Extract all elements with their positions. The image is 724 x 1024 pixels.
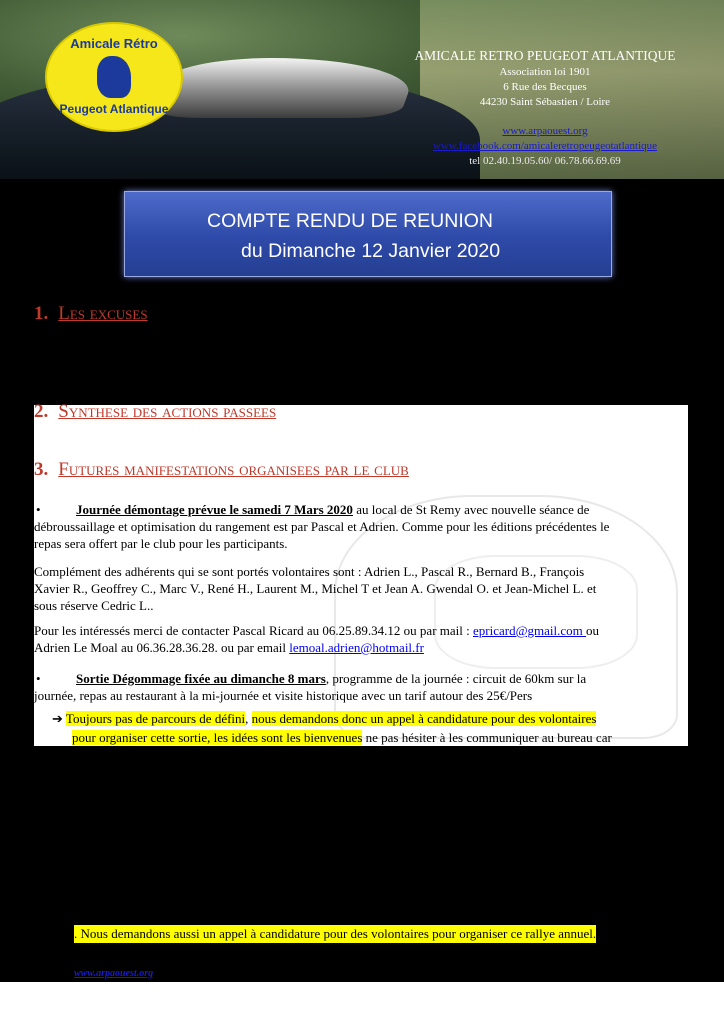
- lion-icon: [97, 56, 131, 98]
- arrow-icon: ➔: [52, 711, 63, 726]
- highlight-idees: pour organiser cette sortie, les idées sont les bienvenues: [72, 730, 363, 745]
- phone-numbers: tel 02.40.19.05.60/ 06.78.66.69.69: [469, 155, 621, 167]
- section-heading-excuses: [34, 303, 148, 325]
- section-heading-futures: [34, 459, 409, 481]
- volunteers-line2: Xavier R., Geoffrey C., Marc V., René H., Laurent M., Michel T et Jean A. Gwendal O. et Jean-Michel L. et: [34, 581, 597, 596]
- contact-paragraph: [34, 622, 688, 656]
- bullet: •: [36, 502, 41, 517]
- bullet: •: [36, 671, 41, 686]
- footer-bar: [0, 982, 724, 1024]
- website-link[interactable]: www.arpaouest.org: [502, 125, 588, 137]
- section-number: 2.: [34, 401, 49, 422]
- item-sortie-line2: journée, repas au restaurant à la mi-journée et visite historique avec un tarif autour des 25€/Pers: [34, 688, 533, 703]
- address-line2: 44230 Saint Sébastien / Loire: [479, 96, 611, 108]
- section-number: 1.: [34, 303, 49, 324]
- section-heading-synthese: [34, 401, 276, 423]
- association-name: AMICALE RETRO PEUGEOT ATLANTIQUE: [414, 48, 676, 63]
- address-line1: 6 Rue des Becques: [503, 81, 587, 93]
- item-demontage-text: au local de St Remy avec nouvelle séance de: [352, 502, 590, 517]
- club-logo: [45, 22, 183, 132]
- volunteers-line1: Complément des adhérents qui se sont portés volontaires sont : Adrien L., Pascal R., Bernard B., François: [34, 564, 585, 579]
- email-link-pascal[interactable]: epricard@gmail.com: [473, 623, 587, 638]
- rallye-note: . Nous demandons aussi un appel à candidature pour des volontaires pour organiser ce rallye annuel.: [74, 926, 597, 941]
- logo-bottom-text: Peugeot Atlantique: [59, 102, 169, 116]
- facebook-link[interactable]: www.facebook.com/amicaleretropeugeotatlantique: [432, 140, 658, 152]
- item-demontage-line3: repas sera offert par le club pour les participants.: [34, 536, 288, 551]
- content-panel: [34, 405, 688, 746]
- section-title: Les excuses: [58, 303, 148, 324]
- report-date: du Dimanche 12 Janvier 2020: [241, 240, 501, 262]
- item-demontage-line2: débroussaillage et optimisation du rangement est par Pascal et Adrien. Comme pour les éditions précédentes le: [34, 519, 610, 534]
- volunteers-paragraph: [34, 563, 688, 614]
- arrow-note-rest: ne pas hésiter à les communiquer au bureau car: [362, 730, 612, 745]
- report-title: COMPTE RENDU DE REUNION: [207, 210, 494, 232]
- contact-text1b: ou: [586, 623, 600, 638]
- section-title: Synthese des actions passees: [58, 401, 277, 422]
- section-number: 3.: [34, 459, 49, 480]
- report-title-box: [124, 191, 612, 277]
- item-sortie-text: , programme de la journée : circuit de 60km sur la: [325, 671, 587, 686]
- item-demontage: [34, 501, 688, 552]
- header-banner: [0, 0, 724, 179]
- arrow-note: [52, 709, 688, 746]
- separator: ,: [245, 711, 252, 726]
- contact-text1: Pour les intéressés merci de contacter Pascal Ricard au 06.25.89.34.12 ou par mail :: [34, 623, 473, 638]
- highlight-parcours: Toujours pas de parcours de défini: [65, 711, 246, 726]
- association-info: [395, 48, 695, 169]
- logo-top-text: Amicale Rétro: [70, 36, 158, 51]
- email-link-adrien[interactable]: lemoal.adrien@hotmail.fr: [289, 640, 424, 655]
- item-demontage-title: Journée démontage prévue le samedi 7 Mars 2020: [76, 502, 353, 517]
- contact-text2: Adrien Le Moal au 06.36.28.36.28. ou par email: [34, 640, 290, 655]
- footer-website-link[interactable]: www.arpaouest.org: [74, 968, 154, 979]
- volunteers-line3: sous réserve Cedric L..: [34, 598, 154, 613]
- chrome-mascot-image: [149, 58, 421, 118]
- section-title: Futures manifestations organisees par le club: [58, 459, 409, 480]
- item-sortie: [34, 670, 688, 704]
- highlight-appel: nous demandons donc un appel à candidature pour des volontaires: [251, 711, 597, 726]
- item-sortie-title: Sortie Dégommage fixée au dimanche 8 mars: [76, 671, 326, 686]
- association-type: Association loi 1901: [499, 66, 591, 78]
